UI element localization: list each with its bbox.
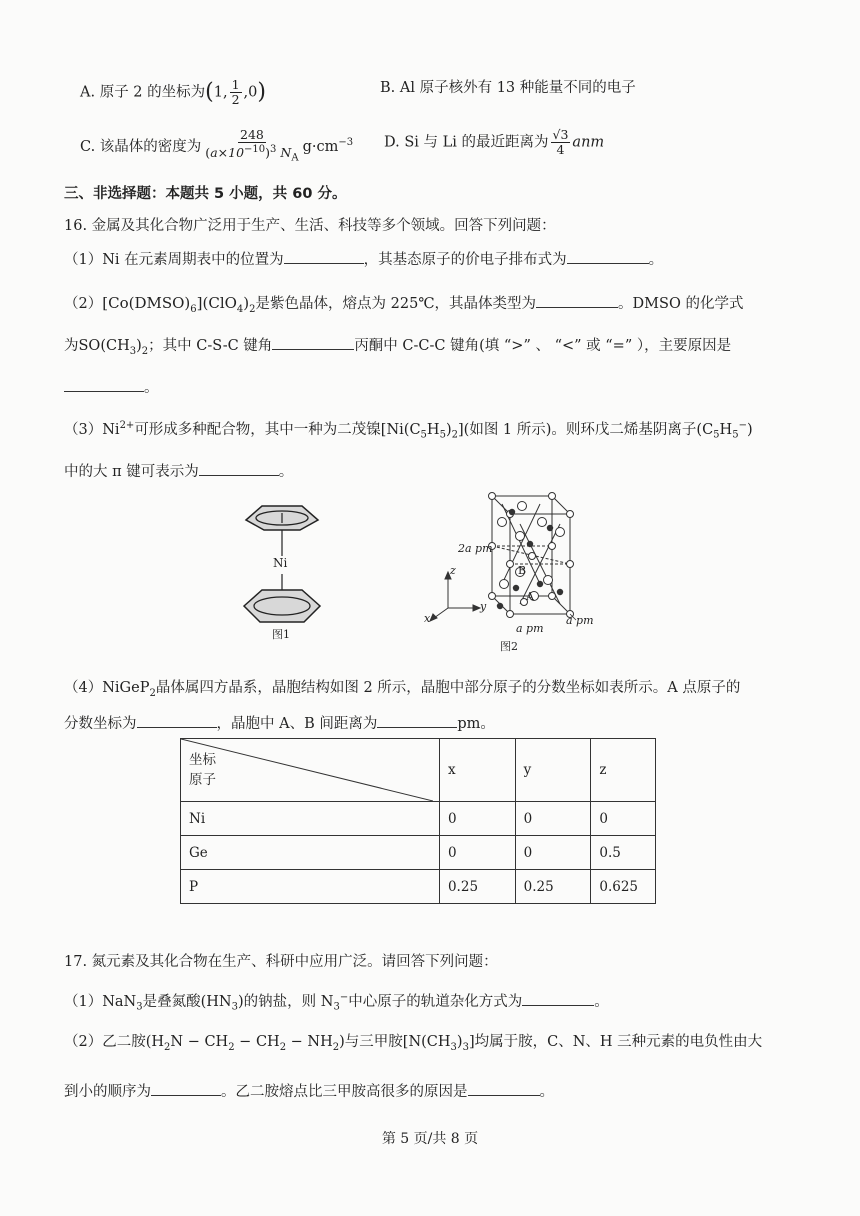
option-a: A. 原子 2 的坐标为(1, $\frac{1}{2}$ ,0): [80, 77, 266, 107]
formula-part: [Co(DMSO): [102, 294, 191, 312]
option-c-unit-exp: −3: [338, 137, 354, 148]
formula-part: ): [136, 338, 142, 354]
formula-part: − NH: [286, 1034, 333, 1050]
answer-blank[interactable]: [137, 712, 217, 728]
formula-sub: 2: [279, 1041, 287, 1053]
header-atom-label: 原子: [189, 772, 216, 788]
option-a-text: A. 原子 2 的坐标为: [80, 84, 206, 101]
formula-part: （2）乙二胺(H: [64, 1034, 165, 1050]
answer-blank[interactable]: [199, 460, 279, 476]
answer-blank[interactable]: [377, 712, 457, 728]
c-den-a: a×10: [210, 145, 245, 161]
fig2-2a-label: 2a pm: [458, 542, 493, 555]
q17-p2-text-g: ]均属于胺，C、N、H 三种元素的电负性由大: [468, 1034, 763, 1050]
q17-part2-line1: [64, 1032, 762, 1058]
formula-part: − CH: [234, 1034, 280, 1050]
atom-cell: Ge: [181, 836, 440, 870]
formula-sub: 3: [231, 1001, 238, 1013]
q16-part2-line2: [64, 334, 731, 362]
option-d-fraction: [551, 128, 571, 157]
frac-den: 4: [556, 142, 565, 157]
q17-p1-text-e: 。: [594, 993, 609, 1010]
formula-sub: 6: [190, 304, 197, 315]
c-den-na: N: [280, 145, 292, 161]
q16-part2-line3: [64, 376, 159, 398]
formula-part: )的钠盐，则 N: [238, 993, 334, 1010]
unit-cell-diagram: [420, 484, 600, 654]
q16-part1: [64, 248, 663, 270]
z-cell: 0.625: [591, 870, 656, 904]
table-row: [181, 802, 656, 836]
q16-p4-l2-text-a: 分数坐标为: [64, 716, 137, 732]
fig2-b-label: B: [518, 564, 527, 577]
q17-p1-text-d: 中心原子的轨道杂化方式为: [348, 993, 523, 1010]
fig2-x-label: x: [424, 612, 431, 625]
formula-sub: 3: [129, 345, 137, 357]
option-d-suffix: anm: [572, 134, 605, 151]
option-d-text: D. Si 与 Li 的最近距离为: [384, 134, 549, 151]
formula-sup: −: [738, 420, 747, 431]
figure-1-nickelocene: [232, 494, 332, 644]
option-b: B. Al 原子核外有 13 种能量不同的电子: [380, 80, 636, 96]
formula-part: 为SO(CH: [64, 338, 130, 354]
answer-blank[interactable]: [151, 1080, 221, 1096]
q17-p2-l2-text-b: 。乙二胺熔点比三甲胺高很多的原因是: [221, 1084, 468, 1100]
q17-part2-line2: [64, 1080, 554, 1102]
c-den-exp: −10: [244, 144, 266, 155]
formula-sub: 2: [228, 1041, 235, 1053]
fig2-apm-label-1: a pm: [516, 622, 544, 635]
q17-part1: [64, 988, 609, 1018]
table-header-row: [181, 739, 656, 802]
y-cell: 0.25: [515, 870, 591, 904]
q17-p2-l2-text-a: 到小的顺序为: [64, 1084, 151, 1100]
formula-sub: 3: [462, 1041, 469, 1053]
q16-part2-line1: $(2)[Co(DMSO)_6](ClO_4)_2$是紫色晶体，熔点为 225℃，其晶体类型为 。DMSO 的化学式: [64, 294, 744, 315]
q16-p2-l3-text: 。: [144, 380, 159, 396]
fig2-y-label: y: [480, 600, 487, 613]
atom-cell: P: [181, 870, 440, 904]
formula-part: ): [456, 1034, 463, 1050]
formula-part: （3）Ni: [64, 421, 120, 438]
formula-part: ): [445, 421, 452, 438]
q16-part4-line1: [64, 678, 740, 704]
c-den-pow: 3: [270, 144, 277, 155]
answer-blank[interactable]: [468, 1080, 540, 1096]
option-c-text: C. 该晶体的密度为: [80, 138, 202, 155]
coordinates-table: [180, 738, 656, 904]
q16-intro: 16. 金属及其化合物广泛用于生产、生活、科技等多个领域。回答下列问题：: [64, 218, 556, 234]
q16-p2-l2-text-d: 丙酮中 C-C-C 键角(填 “>” 、 “<” 或 “=” ），主要原因是: [354, 338, 732, 354]
header-coord-label: 坐标: [189, 752, 216, 768]
answer-blank[interactable]: [536, 292, 618, 308]
y-cell: 0: [515, 802, 591, 836]
x-cell: 0: [439, 836, 515, 870]
formula-sub: 3: [333, 1001, 340, 1013]
z-cell: 0.5: [591, 836, 656, 870]
frac-den: 2: [231, 92, 240, 107]
answer-blank[interactable]: [64, 376, 144, 392]
answer-blank[interactable]: [272, 334, 354, 350]
header-z: z: [591, 739, 656, 802]
figure-2-unit-cell: [420, 484, 600, 654]
x-cell: 0.25: [439, 870, 515, 904]
formula-sub: 5: [732, 429, 739, 441]
formula-sup: −: [339, 992, 349, 1003]
formula-part: ): [243, 294, 250, 312]
frac-num: 248: [240, 127, 264, 142]
formula-part: 是叠氮酸(HN: [142, 993, 232, 1010]
fig1-caption: 图1: [272, 628, 290, 641]
section-heading: 三、非选择题：本题共 5 小题，共 60 分。: [64, 186, 347, 202]
q16-p4-l2-text-b: ，晶胞中 A、B 间距离为: [216, 716, 378, 732]
answer-blank[interactable]: [284, 248, 364, 264]
q16-p2-formula: [102, 294, 256, 315]
q16-p4-l2-text-c: pm。: [457, 716, 495, 732]
diagonal-header-cell: [181, 739, 440, 802]
answer-blank[interactable]: [522, 990, 594, 1006]
fig2-caption: 图2: [500, 640, 518, 653]
formula-part: H: [719, 421, 733, 438]
q16-p1-text-c: 。: [648, 252, 664, 268]
q16-p1-text-b: ，其基态原子的价电子排布式为: [363, 252, 567, 268]
y-cell: 0: [515, 836, 591, 870]
formula-sub: 2: [149, 687, 156, 699]
formula-sub: 2: [164, 1041, 171, 1053]
header-y: y: [515, 739, 591, 802]
table-row: [181, 870, 656, 904]
q16-p3-l2-text-b: 。: [278, 464, 294, 480]
fig2-z-label: z: [450, 564, 456, 577]
atom-cell: Ni: [181, 802, 440, 836]
z-cell: 0: [591, 802, 656, 836]
fig2-apm-label-2: a pm: [566, 614, 594, 627]
c-den-na-sub: A: [291, 152, 299, 164]
table-row: [181, 836, 656, 870]
option-a-coord-1: 1,: [213, 84, 228, 101]
q16-p2-text-a: 是紫色晶体，熔点为 225℃，其晶体类型为: [255, 296, 537, 312]
q17-intro: 17. 氮元素及其化合物在生产、科研中应用广泛。请回答下列问题：: [64, 954, 498, 970]
formula-part: )与三甲胺[N(CH: [339, 1034, 451, 1050]
formula-part: （1）NaN: [64, 993, 137, 1010]
formula-part: H: [426, 421, 440, 438]
frac-den: $(a\times 10^{-10})^3$ $N_A$: [205, 144, 299, 164]
q16-p1-text-a: （1）Ni 在元素周期表中的位置为: [64, 252, 284, 268]
option-d: [384, 128, 604, 157]
page-footer: 第 5 页/共 8 页: [381, 1131, 479, 1147]
answer-blank[interactable]: [567, 248, 649, 264]
q16-part3-line1: [64, 416, 753, 446]
formula-part: ](如图 1 所示)。则环戊二烯基阴离子(C: [458, 421, 714, 438]
formula-part: （4）NiGeP: [64, 680, 150, 696]
formula-sub: 3: [450, 1041, 457, 1053]
q16-p3-l2-text-a: 中的大 π 键可表示为: [64, 464, 199, 480]
fig2-a-label: A: [526, 590, 534, 603]
option-c-unit: g·cm: [302, 138, 339, 155]
option-c: [80, 128, 353, 166]
option-a-coord-2: ,0: [243, 84, 258, 101]
formula-part: N − CH: [170, 1034, 229, 1050]
frac-num: 1: [231, 77, 240, 92]
formula-part: ): [746, 421, 753, 438]
formula-sub: 2: [332, 1041, 340, 1053]
q16-p2-text-b: 。DMSO 的化学式: [618, 296, 744, 312]
x-cell: 0: [439, 802, 515, 836]
q16-p4-text: 晶体属四方晶系，晶胞结构如图 2 所示，晶胞中部分原子的分数坐标如表所示。A 点原子的: [155, 680, 741, 696]
frac-num: √3: [552, 127, 569, 142]
option-a-fraction: [230, 78, 242, 107]
fig1-ni-label: Ni: [273, 556, 288, 570]
formula-part: ](ClO: [196, 294, 237, 312]
q16-part4-line2: [64, 712, 495, 734]
formula-sub: 5: [420, 429, 427, 441]
header-x: x: [439, 739, 515, 802]
formula-sub: 5: [439, 429, 446, 441]
q17-p2-l2-text-c: 。: [539, 1084, 554, 1100]
formula-sub: 5: [713, 429, 720, 441]
formula-sub: 4: [236, 304, 244, 315]
q16-p2-l2-text-c: ；其中 C-S-C 键角: [148, 338, 273, 354]
formula-sub: 3: [136, 1001, 143, 1013]
formula-part: 可形成多种配合物，其中一种为二茂镍[Ni(C: [134, 421, 421, 438]
formula-sup: 2+: [119, 420, 135, 431]
q16-part3-line2: [64, 460, 293, 482]
formula-sub: 2: [451, 429, 458, 441]
option-c-fraction: [203, 128, 300, 166]
formula-sub: 2: [141, 345, 149, 357]
formula-sub: 2: [249, 304, 256, 315]
